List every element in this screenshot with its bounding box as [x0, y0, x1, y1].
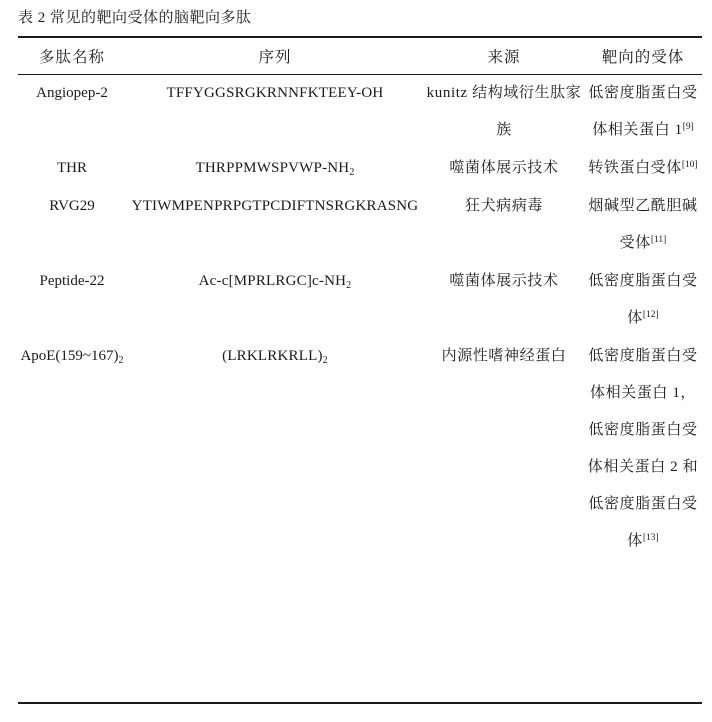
sequence-text: Ac-c[MPRLRGC]c-NH — [198, 273, 347, 289]
sequence-text: (LRKLRKRLL) — [222, 348, 323, 364]
cell-peptide-name — [18, 74, 126, 149]
header-source: 来源 — [487, 49, 521, 66]
table-header-row — [18, 38, 702, 74]
sequence-text: TFFYGGSRGKRNNFKTEEY-OH — [166, 85, 384, 101]
cell-sequence — [126, 187, 424, 262]
peptide-name-text: ApoE(159~167) — [20, 348, 119, 364]
cell-peptide-name — [18, 337, 126, 560]
table-row — [18, 337, 702, 560]
sequence-text: THRPPMWSPVWP-NH — [195, 160, 350, 176]
peptide-table — [18, 38, 702, 560]
cell-source: 噬菌体展示技术 — [449, 160, 559, 176]
sequence-text: YTIWMPENPRPGTPCDIFTNSRGKRASNG — [131, 198, 419, 214]
sequence-subscript: 2 — [349, 167, 355, 178]
header-target-receptor: 靶向的受体 — [601, 49, 685, 66]
peptide-name-text: RVG29 — [49, 198, 95, 214]
sequence-subscript: 2 — [322, 355, 328, 366]
reference-marker: [9] — [682, 122, 694, 132]
target-text: 低密度脂蛋白受体相关蛋白 1，低密度脂蛋白受体相关蛋白 2 和低密度脂蛋白受体 — [587, 348, 699, 549]
table-bottom-rule — [18, 702, 702, 704]
target-text: 低密度脂蛋白受体相关蛋白 1 — [588, 85, 698, 138]
reference-marker: [11] — [650, 235, 667, 245]
cell-sequence — [126, 337, 424, 560]
table-row — [18, 149, 702, 187]
target-text: 转铁蛋白受体 — [588, 160, 682, 176]
cell-target-receptor — [584, 187, 702, 262]
header-sequence: 序列 — [258, 49, 292, 66]
peptide-name-text: Peptide-22 — [39, 273, 105, 289]
cell-source: 内源性嗜神经蛋白 — [441, 348, 567, 364]
table-caption: 表 2 常见的靶向受体的脑靶向多肽 — [18, 10, 252, 26]
cell-peptide-name — [18, 262, 126, 337]
reference-marker: [10] — [681, 160, 698, 170]
table-row — [18, 262, 702, 337]
peptide-name-text: Angiopep-2 — [36, 85, 108, 101]
sequence-subscript: 2 — [346, 280, 352, 291]
cell-target-receptor — [584, 337, 702, 560]
cell-sequence — [126, 262, 424, 337]
reference-marker: [13] — [642, 533, 659, 543]
cell-source: 噬菌体展示技术 — [449, 273, 559, 289]
target-text: 烟碱型乙酰胆碱受体 — [588, 198, 698, 251]
table-row — [18, 187, 702, 262]
cell-sequence — [126, 149, 424, 187]
cell-source: 狂犬病病毒 — [464, 198, 543, 214]
cell-sequence — [126, 74, 424, 149]
cell-source: kunitz 结构域衍生肽家族 — [426, 85, 582, 138]
header-peptide-name: 多肽名称 — [38, 49, 105, 66]
peptide-name-text: THR — [57, 160, 87, 176]
target-text: 低密度脂蛋白受体 — [588, 273, 698, 326]
reference-marker: [12] — [642, 310, 659, 320]
cell-peptide-name — [18, 149, 126, 187]
table-row — [18, 74, 702, 149]
cell-target-receptor — [584, 262, 702, 337]
cell-peptide-name — [18, 187, 126, 262]
cell-target-receptor — [584, 149, 702, 187]
cell-target-receptor — [584, 74, 702, 149]
peptide-name-subscript: 2 — [118, 355, 124, 366]
